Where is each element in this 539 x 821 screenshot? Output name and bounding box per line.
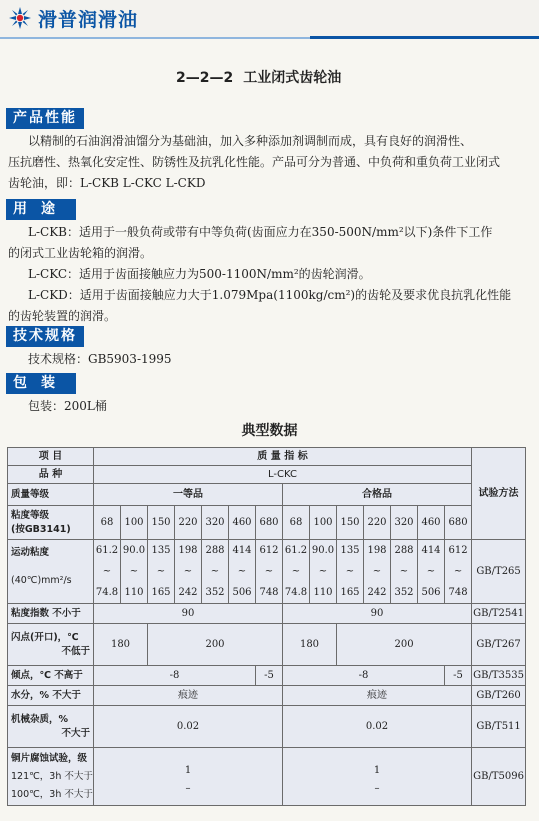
water-method: GB/T260: [472, 686, 526, 706]
section-title: [176, 67, 341, 87]
kv-range-cell: 61.2 ~ 74.8: [283, 540, 310, 604]
kv-range-cell: 135 ~ 165: [337, 540, 364, 604]
package-text: 包装：200L桶: [28, 399, 107, 413]
table-row: [8, 540, 526, 604]
kv-range-cell: 612 ~ 748: [445, 540, 472, 604]
usage-line-4: L-CKD：适用于齿面接触应力大于1.079Mpa(1100kg/cm²)的齿轮及要求优良抗乳化性能: [28, 288, 512, 302]
flash-a-qualified: 180: [283, 624, 337, 666]
table-row: [8, 624, 526, 666]
cu-method: GB/T5096: [472, 748, 526, 806]
grade-cell: 100: [310, 506, 337, 540]
flash-b-qualified: 200: [337, 624, 472, 666]
variety-value: L-CKC: [94, 466, 472, 484]
section-name: 工业闭式齿轮油: [243, 70, 342, 86]
kv-range-cell: 288 ~ 352: [202, 540, 229, 604]
section-number: 2—2—2: [176, 70, 234, 86]
pour-b-qualified: -5: [445, 666, 472, 686]
kv-range-cell: 198 ~ 242: [175, 540, 202, 604]
grade-cell: 680: [256, 506, 283, 540]
kv-range-cell: 414 ~ 506: [229, 540, 256, 604]
tag-features: 产品性能: [6, 108, 84, 129]
cu-value-first: 1 –: [94, 748, 283, 806]
mech-value-first: 0.02: [94, 706, 283, 748]
data-title: 典型数据: [241, 423, 298, 439]
usage-line-3: L-CKC：适用于齿面接触应力为500-1100N/mm²的齿轮润滑。: [28, 267, 371, 281]
flash-a-first: 180: [94, 624, 148, 666]
vi-method: GB/T2541: [472, 604, 526, 624]
flash-point-label: 闪点(开口)，℃ 不低于: [8, 624, 94, 666]
table-row: [8, 506, 526, 540]
typical-data-table: [7, 447, 526, 806]
grade-cell: 460: [418, 506, 445, 540]
grade-cell: 320: [202, 506, 229, 540]
grade-cell: 220: [175, 506, 202, 540]
water-label: 水分，% 不大于: [8, 686, 94, 706]
table-row: [8, 484, 526, 506]
grade-cell: 150: [337, 506, 364, 540]
usage-line-5: 的齿轮装置的润滑。: [8, 309, 117, 323]
table-row: [8, 666, 526, 686]
kv-range-cell: 198 ~ 242: [364, 540, 391, 604]
table-row: [8, 686, 526, 706]
kv-range-cell: 90.0 ~ 110: [121, 540, 148, 604]
vi-value-qualified: 90: [283, 604, 472, 624]
table-row: [8, 706, 526, 748]
tag-usage: 用途: [6, 199, 76, 220]
grade-cell: 100: [121, 506, 148, 540]
usage-line-1: L-CKB：适用于一般负荷或带有中等负荷(齿面应力在350-500N/mm²以下)条件下工作: [28, 225, 493, 239]
table-row: [8, 466, 526, 484]
pour-point-label: 倾点，℃ 不高于: [8, 666, 94, 686]
copper-corrosion-label: 铜片腐蚀试验，级 121℃，3h 不大于 100℃，3h 不大于: [8, 748, 94, 806]
tag-specs: 技术规格: [6, 326, 84, 347]
features-line-3: 齿轮油，即：L-CKB L-CKC L-CKD: [8, 176, 206, 190]
mech-method: GB/T511: [472, 706, 526, 748]
kv-range-cell: 612 ~ 748: [256, 540, 283, 604]
grade-cell: 220: [364, 506, 391, 540]
specs-text: 技术规格：GB5903-1995: [28, 352, 172, 366]
pour-method: GB/T3535: [472, 666, 526, 686]
header-quality: 质 量 指 标: [94, 448, 472, 466]
brand-title: 滑普润滑油: [38, 9, 139, 31]
kv-range-cell: 61.2 ~ 74.8: [94, 540, 121, 604]
tag-package: 包装: [6, 373, 76, 394]
grade-qualified: 合格品: [283, 484, 472, 506]
pour-a-qualified: -8: [283, 666, 445, 686]
pour-b-first: -5: [256, 666, 283, 686]
grade-label: 质量等级: [8, 484, 94, 506]
table-row: [8, 748, 526, 806]
grade-cell: 68: [283, 506, 310, 540]
grade-cell: 150: [148, 506, 175, 540]
header-method: 试验方法: [472, 448, 526, 540]
header-item: 项 目: [8, 448, 94, 466]
header-bar: [0, 0, 539, 38]
grade-first: 一等品: [94, 484, 283, 506]
logo-icon: [8, 6, 32, 30]
kv-range-cell: 288 ~ 352: [391, 540, 418, 604]
header-accent-rule: [310, 36, 539, 39]
features-line-1: 以精制的石油润滑油馏分为基础油，加入多种添加剂调制而成，具有良好的润滑性、: [28, 134, 473, 148]
variety-label: 品 种: [8, 466, 94, 484]
water-value-first: 痕迹: [94, 686, 283, 706]
grade-cell: 320: [391, 506, 418, 540]
viscosity-grade-label: 粘度等级 (按GB3141): [8, 506, 94, 540]
kv-method: GB/T265: [472, 540, 526, 604]
mech-value-qualified: 0.02: [283, 706, 472, 748]
water-value-qualified: 痕迹: [283, 686, 472, 706]
mechanical-impurities-label: 机械杂质，% 不大于: [8, 706, 94, 748]
pour-a-first: -8: [94, 666, 256, 686]
grade-cell: 680: [445, 506, 472, 540]
cu-value-qualified: 1 –: [283, 748, 472, 806]
viscosity-index-label: 粘度指数 不小于: [8, 604, 94, 624]
flash-method: GB/T267: [472, 624, 526, 666]
table-row: [8, 448, 526, 466]
kinematic-viscosity-label: 运动粘度 (40℃)mm²/s: [8, 540, 94, 604]
usage-line-2: 的闭式工业齿轮箱的润滑。: [8, 246, 153, 260]
features-line-2: 压抗磨性、热氧化安定性、防锈性及抗乳化性能。产品可分为普通、中负荷和重负荷工业闭式: [8, 155, 501, 169]
vi-value-first: 90: [94, 604, 283, 624]
kv-range-cell: 90.0 ~ 110: [310, 540, 337, 604]
kv-range-cell: 135 ~ 165: [148, 540, 175, 604]
kv-range-cell: 414 ~ 506: [418, 540, 445, 604]
table-row: [8, 604, 526, 624]
grade-cell: 460: [229, 506, 256, 540]
grade-cell: 68: [94, 506, 121, 540]
flash-b-first: 200: [148, 624, 283, 666]
